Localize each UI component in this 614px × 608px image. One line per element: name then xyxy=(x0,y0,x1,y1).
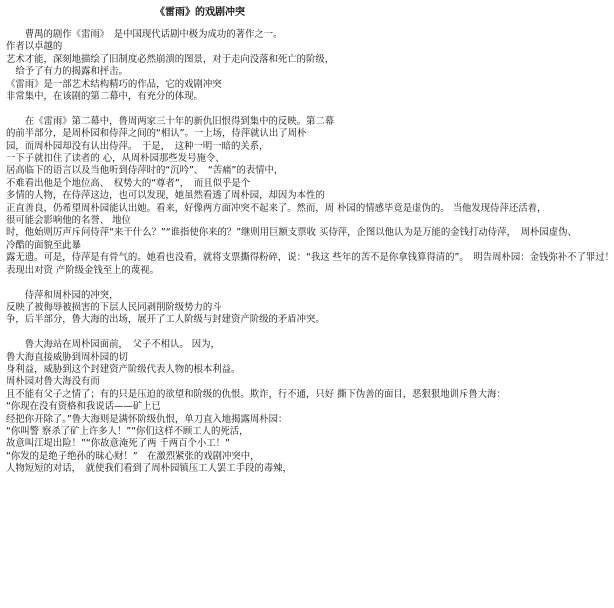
text-line: 正直善良，仍希望周朴园能认出她。看来，好像两方面冲突不起来了。然而，周 朴园的情感毕竟是虚伪的。 当他发现侍萍还活着， xyxy=(6,202,547,214)
text-line: 争，后半部分，鲁大海的出场，展开了工人阶级与封建资产阶级的矛盾冲突。 xyxy=(6,314,325,326)
text-line: “你发的是绝子绝孙的昧心财！” 在激烈紧张的戏剧冲突中， xyxy=(6,450,260,462)
text-line: 且不能有父子之情了；有的只是压迫的欲望和阶级的仇恨。欺诈，行不通，只好 撕下伪善的面目，恶狠狠地训斥鲁大海： xyxy=(6,388,506,400)
document-body xyxy=(6,29,614,476)
text-line: 多情的人物，在侍萍这边，也可以发现，她虽然看透了周朴园，却因为本性的 xyxy=(6,190,325,202)
text-line: 曹禺的剧作《雷雨》 是中国现代话剧中极为成功的著作之一。 xyxy=(6,29,283,40)
text-line: 给予了有力的揭露和抨击。 xyxy=(6,66,128,78)
text-line: 鲁大海站在周朴园面前， 父子不相认。 因为， xyxy=(6,339,220,351)
text-line: 在《雷雨》第二幕中，鲁周两家三十年的新仇旧恨得到集中的反映。第二幕 xyxy=(6,115,335,127)
text-line: 冷酷的面貌至此暴 xyxy=(6,239,82,251)
text-line: 居高临下的语言以及当他听到侍萍时的“沉吟”、 “苦痛”的表情中， xyxy=(6,165,284,177)
text-line: 露无遗。可是，侍萍是有骨气的。她看也没看，就将支票撕得粉碎，说：“我这 些年的苦不是你拿钱算得清的”。 明告周朴园：金钱弥补不了罪过！ xyxy=(6,252,614,264)
text-line: 艺术才能，深刻地描绘了旧制度必然崩溃的图景，对于走向没落和死亡的阶级， xyxy=(6,53,335,65)
text-line: 《雷雨》是一部艺术结构精巧的作品，它的戏剧冲突 xyxy=(6,78,222,90)
text-line: “你现在没有资格和我说话——矿上已 xyxy=(6,401,161,413)
text-line: 经把你开除了。”鲁大海则是满怀阶级仇恨，单刀直入地揭露周朴园： xyxy=(6,413,288,425)
text-line xyxy=(6,327,394,339)
text-line: 不难看出他是个地位高、 权势大的“尊者”， 而且似乎是个 xyxy=(6,177,251,189)
text-line: 时，他始则厉声斥问侍萍“来干什么？”“谁指使你来的？”继则用巨额支票收 买侍萍，企图以他认为是万能的金钱打动侍萍， 周朴园虚伪、 xyxy=(6,227,577,239)
text-line: 身利益，威胁到这个封建资产阶级代表人物的根本利益。 xyxy=(6,363,241,375)
text-line: 鲁大海直接威胁到周朴园的切 xyxy=(6,351,128,363)
text-line: 一下子就扣住了读者的 心，从周朴园那些发号施令、 xyxy=(6,153,225,165)
text-line: 非常集中，在该剧的第二幕中，有充分的体现。 xyxy=(6,91,203,103)
text-line: 表现出对资 产阶级金钱至上的蔑视。 xyxy=(6,264,159,276)
text-line: 反映了被侮辱被损害的下层人民同剥削阶级势力的斗 xyxy=(6,301,222,313)
text-line: “你叫警 察杀了矿上许多人！”“你们这样不顾工人的死活， xyxy=(6,425,249,437)
text-line: 作者以卓越的 xyxy=(6,41,63,53)
text-line: 人物短短的对话， 就使我们看到了周朴园镇压工人罢工手段的毒辣， xyxy=(6,463,292,475)
text-line: 周朴园对鲁大海没有而 xyxy=(6,376,100,388)
document-title: 《雷雨》的戏剧冲突 xyxy=(155,7,245,18)
text-line xyxy=(6,277,394,289)
text-line: 故意叫江堤出险！”“你故意淹死了两 千两百个小工！” xyxy=(6,438,230,450)
text-line: 园，而周朴园却没有认出侍萍。 于是， 这种一明一暗的关系， xyxy=(6,140,269,152)
text-line: 侍萍和周朴园的冲突， xyxy=(6,289,119,301)
text-line xyxy=(6,103,394,115)
text-line: 的前半部分，是周朴园和侍萍之间的“相认”。一上场，侍萍就认出了周朴 xyxy=(6,128,307,140)
text-line: 很可能会影响他的名誉、 地位 xyxy=(6,215,131,227)
